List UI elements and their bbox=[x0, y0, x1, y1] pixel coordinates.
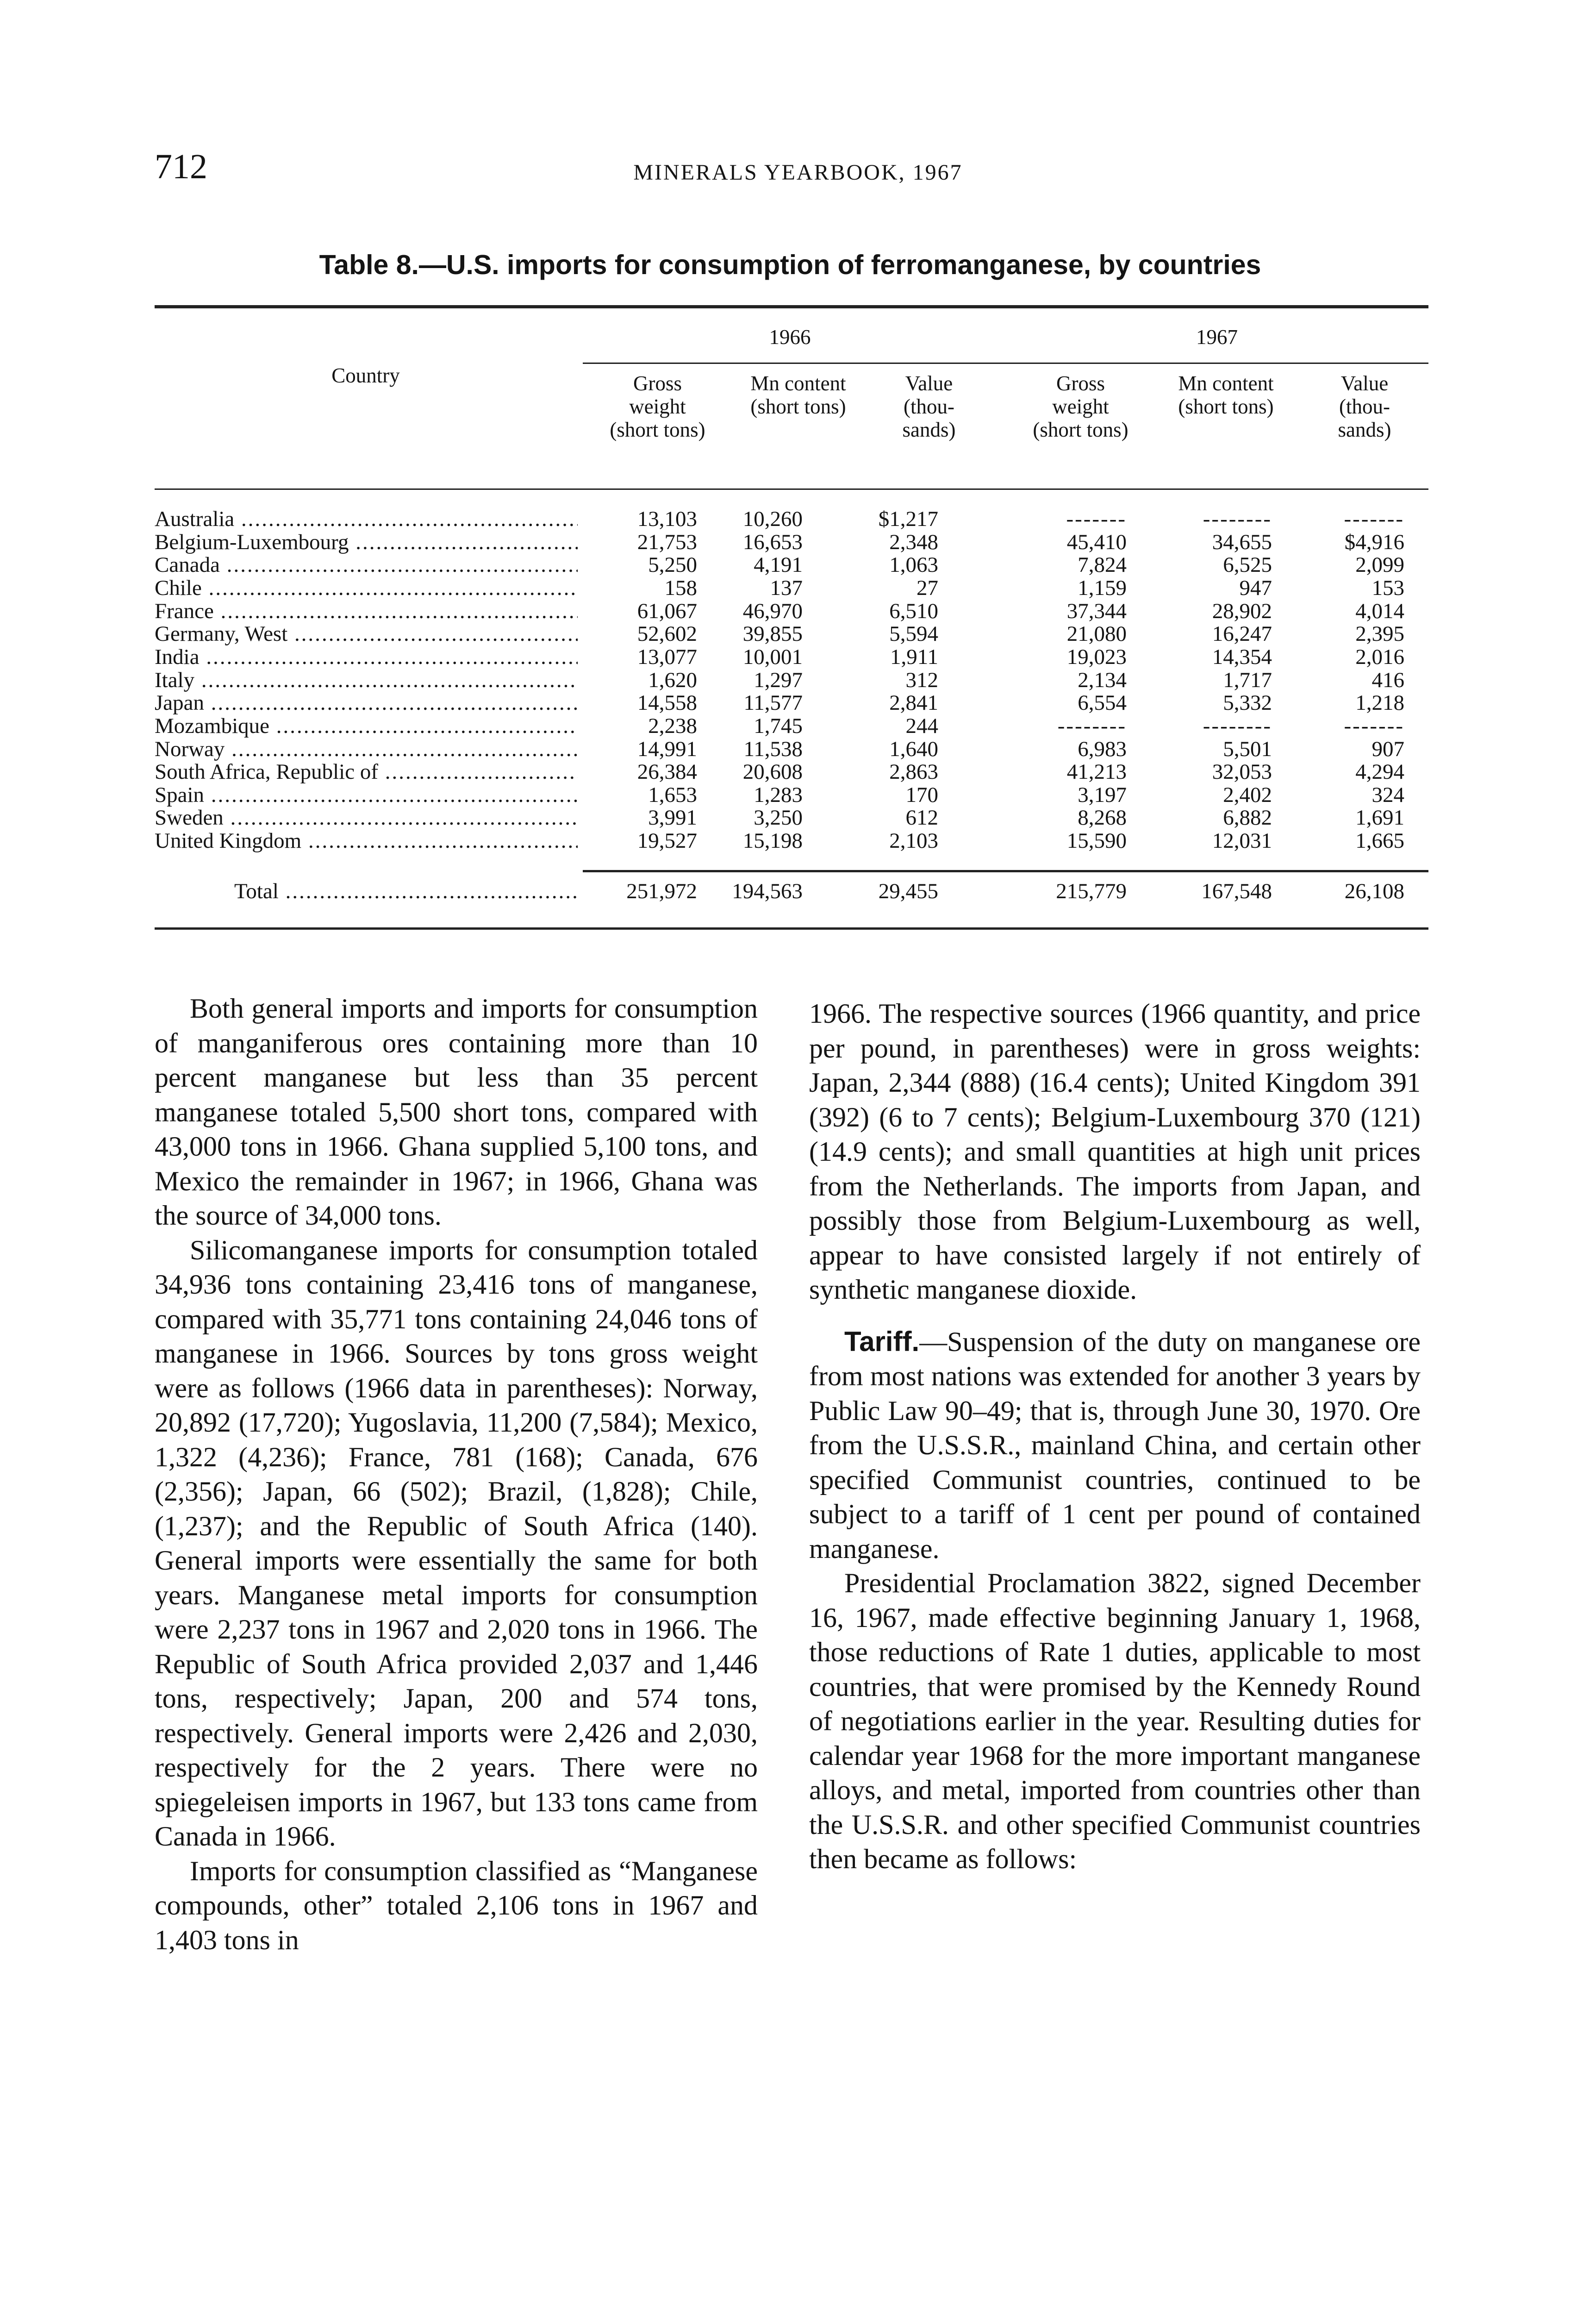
table-cell: 6,510 bbox=[889, 599, 938, 623]
year-rule bbox=[583, 363, 1428, 364]
table-cell: 20,608 bbox=[742, 760, 803, 784]
table-cell: 19,527 bbox=[637, 829, 697, 853]
country-name: United Kingdom ..... bbox=[155, 829, 578, 852]
tariff-paragraph bbox=[809, 1325, 1421, 1566]
table-cell: 41,213 bbox=[1066, 760, 1127, 784]
table-cell: 37,344 bbox=[1066, 599, 1127, 623]
table-cell: 28,902 bbox=[1212, 599, 1272, 623]
table-cell: 6,882 bbox=[1223, 806, 1272, 830]
paragraph: 1966. The respective sources (1966 quantity, and price per pound, in parentheses) were in gross weights: Japan, 2,344 (888) (16.4 cents); United Kingdom 391 (392) (6 to 7 cents); Belgium-Luxembourg 370 (121) (14.9 cents); and small quantities at high unit prices from the Netherlands. The imports from Japan, and possibly those from Belgium-Luxembourg as well, appear to have consisted largely if not entirely of synthetic manganese dioxide. bbox=[809, 998, 1421, 1305]
table-cell: 1,620 bbox=[648, 668, 697, 692]
table-cell: -------- bbox=[1203, 713, 1272, 738]
country-name: Chile ..... bbox=[155, 576, 578, 600]
table-cell: 2,099 bbox=[1355, 553, 1404, 577]
table-cell: 61,067 bbox=[637, 599, 697, 623]
left-column bbox=[155, 991, 758, 1957]
table-row bbox=[155, 783, 1428, 807]
table-cell: 1,653 bbox=[648, 782, 697, 807]
table-cell: -------- bbox=[1057, 713, 1127, 738]
table-top-rule bbox=[155, 305, 1428, 308]
table-row bbox=[155, 738, 1428, 761]
table-cell: 1,691 bbox=[1355, 806, 1404, 830]
total-cell: 194,563 bbox=[732, 879, 803, 903]
table-cell: 6,554 bbox=[1078, 691, 1127, 715]
table-cell: 5,332 bbox=[1223, 691, 1272, 715]
table-cell: 158 bbox=[664, 576, 697, 600]
paragraph: Silicomanganese imports for consumption totaled 34,936 tons containing 23,416 tons of manganese, compared with 35,771 tons containing 24,046 tons of manganese in 1966. Sources by tons gross weight were as follows (1966 data in parentheses): Norway, 20,892 (17,720); Yugoslavia, 11,200 (7,584); Mexico, 1,322 (4,236); France, 781 (168); Canada, 676 (2,356); Japan, 66 (502); Brazil, (1,828); Chile, (1,237); and the Republic of South Africa (140). General imports were essentially the same for both years. Manganese metal imports for consumption were 2,237 tons in 1967 and 2,020 tons in 1966. The Republic of South Africa provided 2,037 and 1,446 tons, respectively; Japan, 200 and 574 tons, respectively. General imports were 2,426 and 2,030, respectively for the 2 years. There were no spiegeleisen imports in 1967, but 133 tons came from Canada in 1966. bbox=[155, 1234, 758, 1852]
table-row bbox=[155, 691, 1428, 714]
table-cell: 10,001 bbox=[742, 644, 803, 669]
table-cell: 947 bbox=[1239, 576, 1272, 600]
table-cell: 2,134 bbox=[1078, 668, 1127, 692]
table-cell: 11,577 bbox=[743, 691, 803, 715]
table-cell: 15,198 bbox=[742, 829, 803, 853]
table-cell: 170 bbox=[905, 782, 938, 807]
table-cell: 32,053 bbox=[1212, 760, 1272, 784]
table-cell: 137 bbox=[770, 576, 803, 600]
total-cell: 26,108 bbox=[1344, 879, 1404, 903]
table-cell: 153 bbox=[1372, 576, 1404, 600]
table-cell: 10,260 bbox=[742, 507, 803, 531]
table-row bbox=[155, 622, 1428, 645]
table-cell: 2,016 bbox=[1355, 644, 1404, 669]
table-row bbox=[155, 669, 1428, 692]
country-name: Australia ..... bbox=[155, 507, 578, 531]
paragraph: Imports for consumption classified as “Manganese compounds, other” totaled 2,106 tons in 1967 and 1,403 tons in bbox=[155, 1855, 758, 1955]
col-mn-1967: Mn content (short tons) bbox=[1178, 372, 1274, 418]
col-mn-1966: Mn content (short tons) bbox=[750, 372, 846, 418]
table-cell: 1,717 bbox=[1223, 668, 1272, 692]
table-cell: 6,525 bbox=[1223, 553, 1272, 577]
table-cell: 46,970 bbox=[742, 599, 803, 623]
table-cell: 5,501 bbox=[1223, 737, 1272, 761]
table-cell: 4,294 bbox=[1355, 760, 1404, 784]
table-cell: 2,103 bbox=[889, 829, 938, 853]
table-cell: 324 bbox=[1372, 782, 1404, 807]
table-cell: 1,640 bbox=[889, 737, 938, 761]
table-cell: 1,297 bbox=[754, 668, 803, 692]
table-cell: 15,590 bbox=[1066, 829, 1127, 853]
table-row bbox=[155, 714, 1428, 738]
table-cell: ------- bbox=[1344, 713, 1404, 738]
table-row bbox=[155, 600, 1428, 623]
header-rule bbox=[155, 488, 1428, 490]
table-row bbox=[155, 553, 1428, 576]
table-cell: 21,080 bbox=[1066, 622, 1127, 646]
table-cell: $4,916 bbox=[1344, 530, 1404, 554]
country-name: Sweden ..... bbox=[155, 806, 578, 829]
col-value-1966: Value (thou- sands) bbox=[902, 372, 956, 441]
table-row bbox=[155, 576, 1428, 600]
table-cell: 12,031 bbox=[1212, 829, 1272, 853]
year-1966: 1966 bbox=[769, 325, 811, 349]
table-cell: 5,250 bbox=[648, 553, 697, 577]
table-cell: 416 bbox=[1372, 668, 1404, 692]
table-cell: 6,983 bbox=[1078, 737, 1127, 761]
table-bottom-rule bbox=[155, 927, 1428, 930]
country-name: Japan ..... bbox=[155, 691, 578, 714]
table-cell: 13,103 bbox=[637, 507, 697, 531]
country-name: Belgium-Luxembourg ..... bbox=[155, 531, 578, 554]
country-name: Germany, West ..... bbox=[155, 622, 578, 645]
table-cell: 612 bbox=[905, 806, 938, 830]
table-cell: 1,159 bbox=[1078, 576, 1127, 600]
table-cell: $1,217 bbox=[878, 507, 938, 531]
table-cell: 3,197 bbox=[1078, 782, 1127, 807]
tariff-text: —Suspension of the duty on manganese ore from most nations was extended for another 3 years by Public Law 90–49; that is, through June 30, 1970. Ore from the U.S.S.R., mainland China, and certain other specified Communist countries, continued to be subject to a tariff of 1 cent per pound of contained manganese. bbox=[809, 1326, 1421, 1564]
table-cell: 4,191 bbox=[754, 553, 803, 577]
table-cell: 14,558 bbox=[637, 691, 697, 715]
paragraph: Presidential Proclamation 3822, signed December 16, 1967, made effective beginning January 1, 1968, those reductions of Rate 1 duties, applicable to most countries, that were promised by the Kennedy Round of negotiations earlier in the year. Resulting duties for calendar year 1968 for the more important manganese alloys, and metal, imported from countries other than the U.S.S.R. and other specified Communist countries then became as follows: bbox=[809, 1568, 1421, 1874]
table-cell: 1,745 bbox=[754, 713, 803, 738]
table-cell: -------- bbox=[1203, 507, 1272, 531]
country-name: Canada ..... bbox=[155, 553, 578, 576]
table-cell: 3,991 bbox=[648, 806, 697, 830]
table-cell: 52,602 bbox=[637, 622, 697, 646]
table-cell: 16,247 bbox=[1212, 622, 1272, 646]
country-name: Spain ..... bbox=[155, 783, 578, 807]
country-name: Mozambique ..... bbox=[155, 714, 578, 738]
col-gross-1967: Gross weight (short tons) bbox=[1033, 372, 1128, 441]
table-cell: 21,753 bbox=[637, 530, 697, 554]
country-header: Country bbox=[331, 364, 400, 387]
table-cell: 11,538 bbox=[743, 737, 803, 761]
table-cell: 244 bbox=[905, 713, 938, 738]
table-cell: 1,063 bbox=[889, 553, 938, 577]
table-cell: 19,023 bbox=[1066, 644, 1127, 669]
table-row bbox=[155, 645, 1428, 669]
country-name: South Africa, Republic of ..... bbox=[155, 760, 578, 783]
table-cell: 2,348 bbox=[889, 530, 938, 554]
col-gross-1966: Gross weight (short tons) bbox=[610, 372, 705, 441]
table-cell: 13,077 bbox=[637, 644, 697, 669]
total-cell: 215,779 bbox=[1056, 879, 1127, 903]
table-cell: 2,395 bbox=[1355, 622, 1404, 646]
total-cell: 167,548 bbox=[1201, 879, 1272, 903]
table-cell: 2,863 bbox=[889, 760, 938, 784]
table-cell: 2,238 bbox=[648, 713, 697, 738]
table-cell: 4,014 bbox=[1355, 599, 1404, 623]
table-cell: 5,594 bbox=[889, 622, 938, 646]
table-row bbox=[155, 507, 1428, 531]
table-row bbox=[155, 760, 1428, 783]
country-name: India ..... bbox=[155, 645, 578, 669]
table-cell: 312 bbox=[905, 668, 938, 692]
year-1967: 1967 bbox=[1196, 325, 1238, 349]
table-cell: 45,410 bbox=[1066, 530, 1127, 554]
tariff-heading: Tariff. bbox=[844, 1326, 920, 1357]
country-name: Italy ..... bbox=[155, 669, 578, 692]
total-row bbox=[155, 880, 1428, 903]
country-name: Norway ..... bbox=[155, 738, 578, 761]
table-row bbox=[155, 806, 1428, 829]
table-cell: 1,283 bbox=[754, 782, 803, 807]
total-cell: 251,972 bbox=[626, 879, 697, 903]
table-cell: 34,655 bbox=[1212, 530, 1272, 554]
page-number: 712 bbox=[155, 147, 207, 186]
paragraph: Both general imports and imports for consumption of manganiferous ores containing more than 10 percent manganese but less than 35 percent manganese totaled 5,500 short tons, compared with 43,000 tons in 1966. Ghana supplied 5,100 tons, and Mexico the remainder in 1967; in 1966, Ghana was the source of 34,000 tons. bbox=[155, 993, 758, 1231]
table-cell: 14,354 bbox=[1212, 644, 1272, 669]
col-value-1967: Value (thou- sands) bbox=[1338, 372, 1391, 441]
table-cell: ------- bbox=[1066, 507, 1127, 531]
table-cell: 1,218 bbox=[1355, 691, 1404, 715]
table-row bbox=[155, 531, 1428, 554]
table-cell: 2,841 bbox=[889, 691, 938, 715]
total-cell: 29,455 bbox=[878, 879, 938, 903]
table-cell: 39,855 bbox=[742, 622, 803, 646]
country-name: France ..... bbox=[155, 600, 578, 623]
table-cell: ------- bbox=[1344, 507, 1404, 531]
table-cell: 1,665 bbox=[1355, 829, 1404, 853]
table-cell: 3,250 bbox=[754, 806, 803, 830]
table-cell: 8,268 bbox=[1078, 806, 1127, 830]
table-cell: 16,653 bbox=[742, 530, 803, 554]
table-cell: 26,384 bbox=[637, 760, 697, 784]
table-cell: 1,911 bbox=[890, 644, 938, 669]
table-cell: 7,824 bbox=[1078, 553, 1127, 577]
table-title: Table 8.—U.S. imports for consumption of ferromanganese, by countries bbox=[319, 250, 1261, 280]
table-cell: 907 bbox=[1372, 737, 1404, 761]
table-cell: 2,402 bbox=[1223, 782, 1272, 807]
right-column bbox=[809, 996, 1421, 1877]
table-row bbox=[155, 829, 1428, 852]
running-head: MINERALS YEARBOOK, 1967 bbox=[633, 160, 963, 185]
total-rule bbox=[583, 870, 1428, 872]
table-cell: 27 bbox=[916, 576, 938, 600]
total-label: Total ..... bbox=[234, 880, 577, 903]
table-cell: 14,991 bbox=[637, 737, 697, 761]
